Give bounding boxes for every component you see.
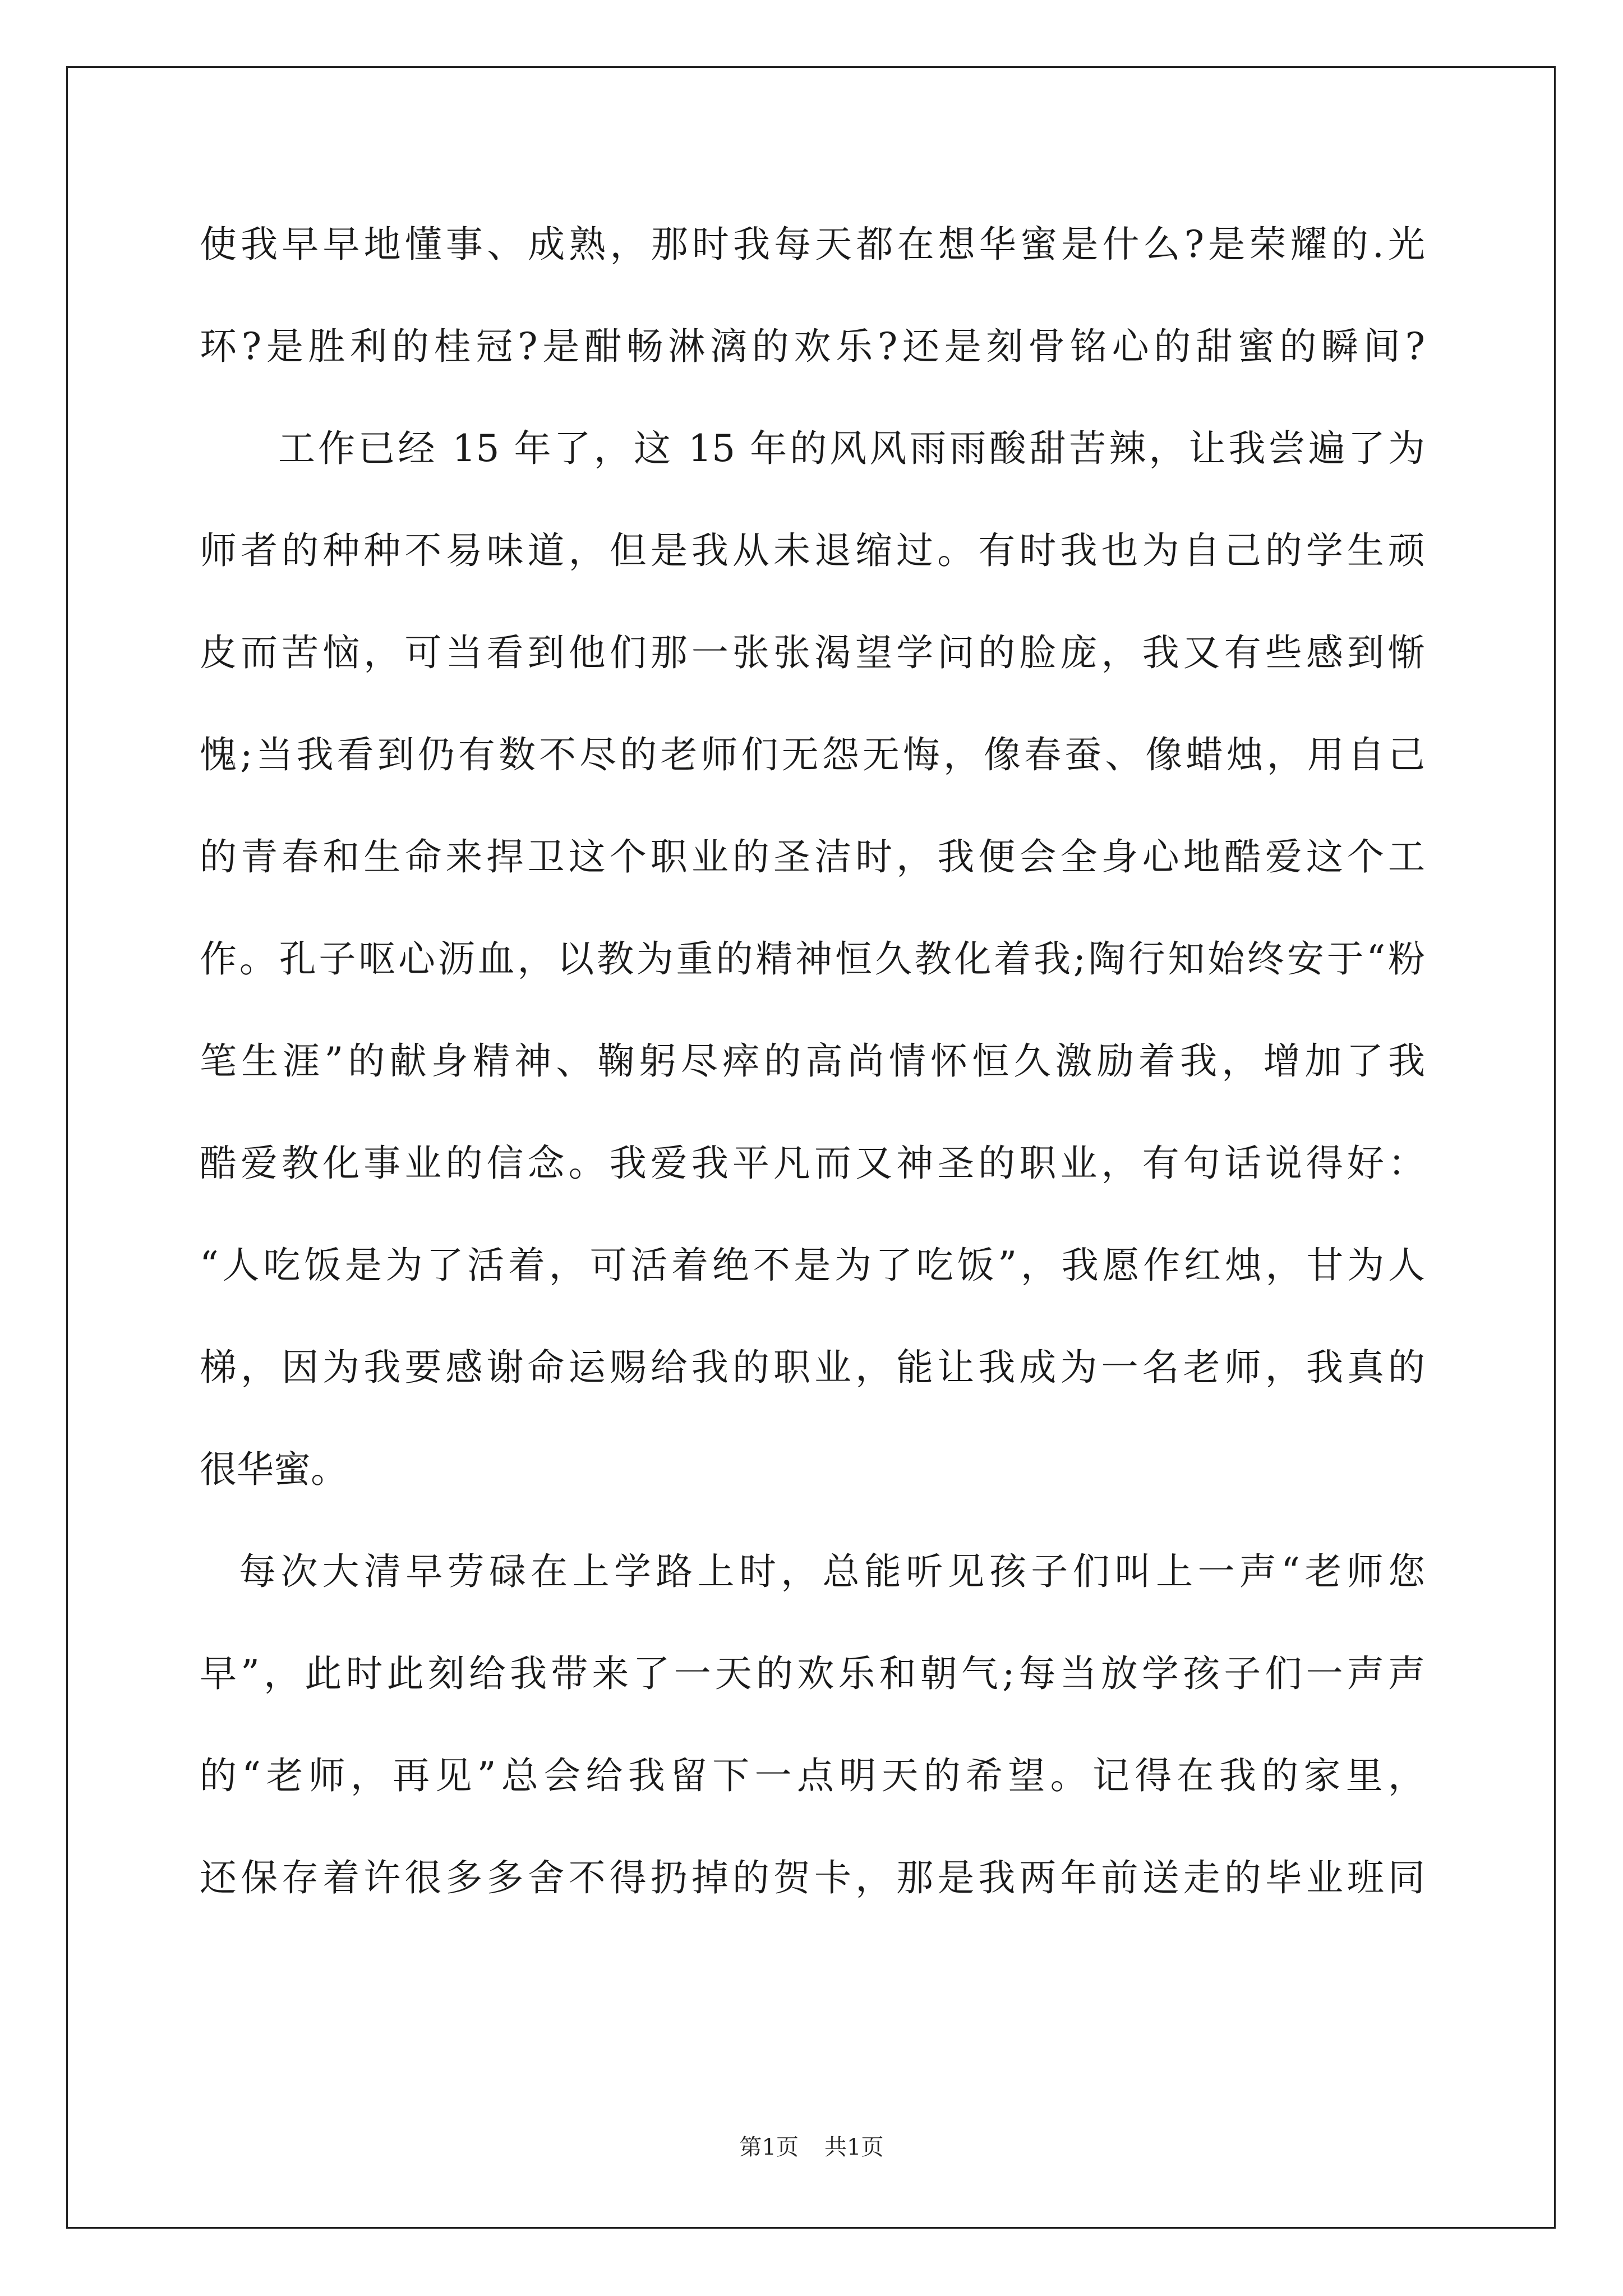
text-line: 愧;当我看到仍有数不尽的老师们无怨无悔，像春蚕、像蜡烛，用自己 (200, 733, 1425, 776)
text-line: 酷爱教化事业的信念。我爱我平凡而又神圣的职业，有句话说得好： (200, 1142, 1425, 1185)
text-line: 的“老师，再见”总会给我留下一点明天的希望。记得在我的家里， (200, 1754, 1425, 1797)
text-line: 早”，此时此刻给我带来了一天的欢乐和朝气;每当放学孩子们一声声 (200, 1652, 1425, 1695)
page-footer (0, 2131, 1623, 2164)
page-number-current: 第1页 (739, 2134, 799, 2160)
page-number-total: 共1页 (824, 2134, 884, 2160)
text-line: 梯，因为我要感谢命运赐给我的职业，能让我成为一名老师，我真的 (200, 1346, 1425, 1389)
paragraph-start-line: 每次大清早劳碌在上学路上时，总能听见孩子们叫上一声“老师您 (239, 1550, 1425, 1593)
text-line: 环?是胜利的桂冠?是酣畅淋漓的欢乐?还是刻骨铭心的甜蜜的瞬间? (200, 325, 1425, 368)
text-line: 师者的种种不易味道，但是我从未退缩过。有时我也为自己的学生顽 (200, 529, 1425, 572)
text-line: 皮而苦恼，可当看到他们那一张张渴望学问的脸庞，我又有些感到惭 (200, 631, 1425, 674)
text-line: 笔生涯”的献身精神、鞠躬尽瘁的高尚情怀恒久激励着我，增加了我 (200, 1039, 1425, 1083)
text-line: 的青春和生命来捍卫这个职业的圣洁时，我便会全身心地酷爱这个工 (200, 835, 1425, 878)
text-line: 还保存着许很多多舍不得扔掉的贺卡，那是我两年前送走的毕业班同 (200, 1856, 1425, 1899)
paragraph-start-line: 工作已经 15 年了，这 15 年的风风雨雨酸甜苦辣，让我尝遍了为 (278, 427, 1425, 470)
text-line: 使我早早地懂事、成熟，那时我每天都在想华蜜是什么?是荣耀的.光 (200, 223, 1425, 266)
text-line: 作。孔子呕心沥血，以教为重的精神恒久教化着我;陶行知始终安于“粉 (200, 937, 1425, 981)
text-line: 很华蜜。 (200, 1448, 348, 1491)
text-line: “人吃饭是为了活着，可活着绝不是为了吃饭”，我愿作红烛，甘为人 (200, 1244, 1425, 1287)
